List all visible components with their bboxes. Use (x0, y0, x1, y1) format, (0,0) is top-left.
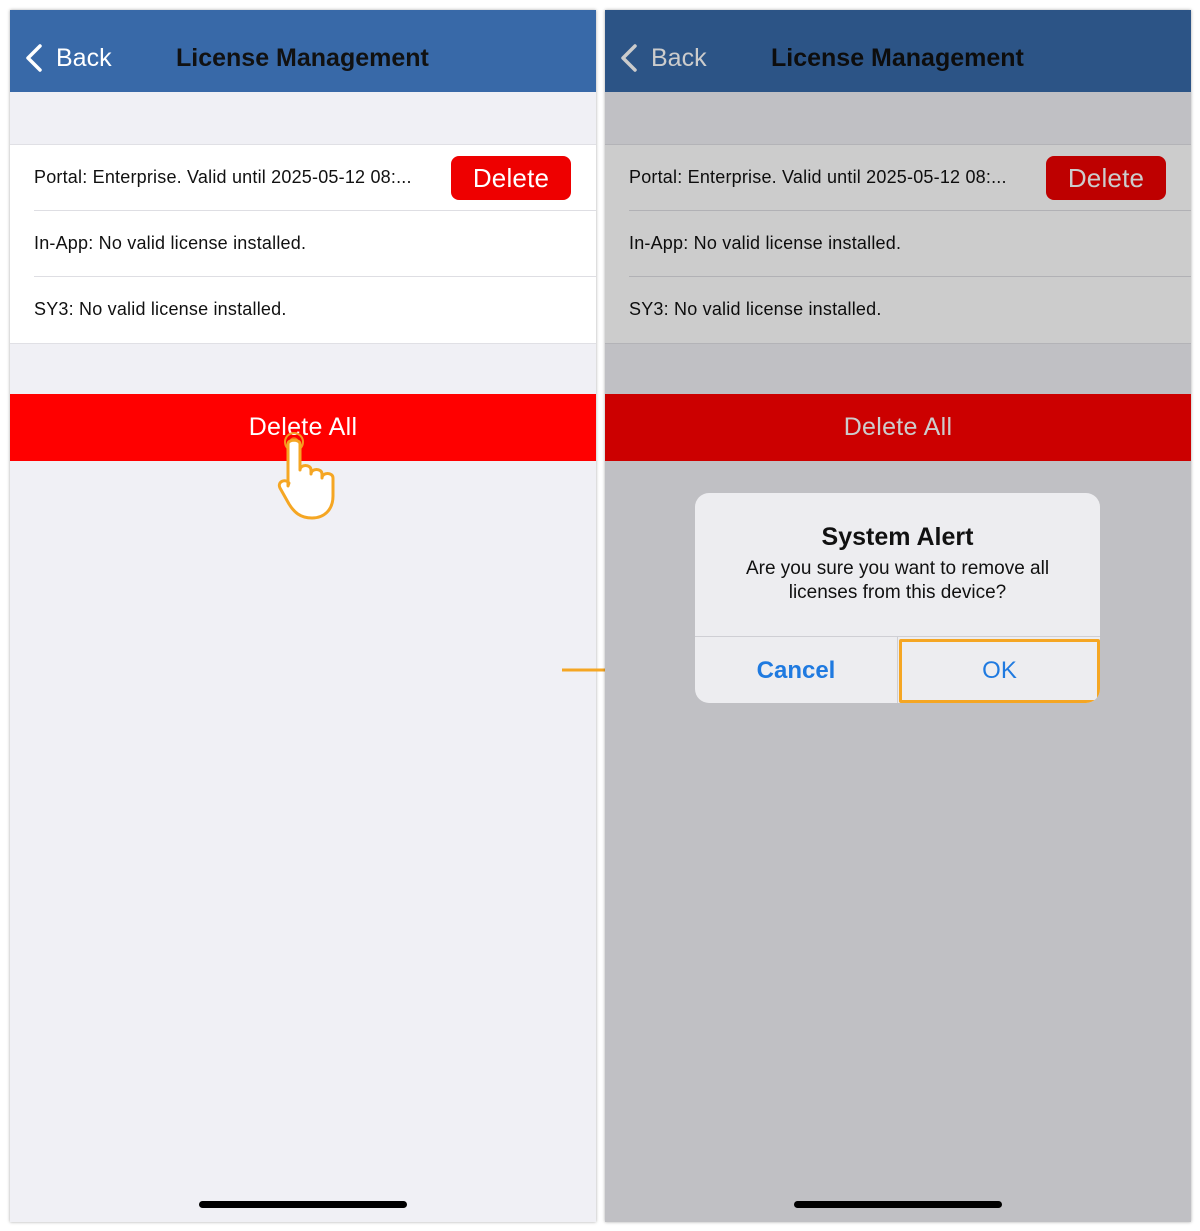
license-text: Portal: Enterprise. Valid until 2025-05-12 08:... (34, 167, 412, 187)
back-button[interactable] (24, 41, 112, 75)
chevron-left-icon (24, 43, 44, 73)
license-row-sy3 (34, 277, 596, 342)
pointing-hand-icon (276, 430, 346, 525)
back-label: Back (651, 43, 707, 72)
license-list (10, 144, 596, 344)
license-text: SY3: No valid license installed. (34, 299, 287, 319)
license-text: In-App: No valid license installed. (34, 233, 307, 253)
license-row-in-app (629, 211, 1191, 277)
license-row-portal (629, 145, 1191, 211)
license-row-sy3 (629, 277, 1191, 342)
navigation-bar (10, 10, 596, 92)
cancel-button[interactable]: Cancel (695, 637, 898, 703)
license-text: Portal: Enterprise. Valid until 2025-05-12 08:... (629, 167, 1007, 187)
license-row-portal (34, 145, 596, 211)
delete-button[interactable]: Delete (1046, 156, 1166, 200)
screen-before (10, 10, 596, 1222)
delete-all-button[interactable]: Delete All (10, 394, 596, 461)
page-title: License Management (771, 44, 1024, 72)
navigation-bar (605, 10, 1191, 92)
chevron-left-icon (619, 43, 639, 73)
ok-button[interactable]: OK (899, 639, 1100, 703)
system-alert-dialog (695, 493, 1100, 703)
back-button[interactable] (619, 41, 707, 75)
home-indicator[interactable] (199, 1201, 407, 1208)
delete-button[interactable]: Delete (451, 156, 571, 200)
delete-all-button[interactable]: Delete All (605, 394, 1191, 461)
license-text: In-App: No valid license installed. (629, 233, 902, 253)
license-list (605, 144, 1191, 344)
back-label: Back (56, 43, 112, 72)
license-row-in-app (34, 211, 596, 277)
license-text: SY3: No valid license installed. (629, 299, 882, 319)
screen-after (605, 10, 1191, 1222)
alert-message: Are you sure you want to remove all licenses from this device? (745, 558, 1050, 603)
alert-title: System Alert (821, 523, 974, 551)
home-indicator[interactable] (794, 1201, 1002, 1208)
alert-button-row (695, 636, 1100, 703)
page-title: License Management (176, 44, 429, 72)
